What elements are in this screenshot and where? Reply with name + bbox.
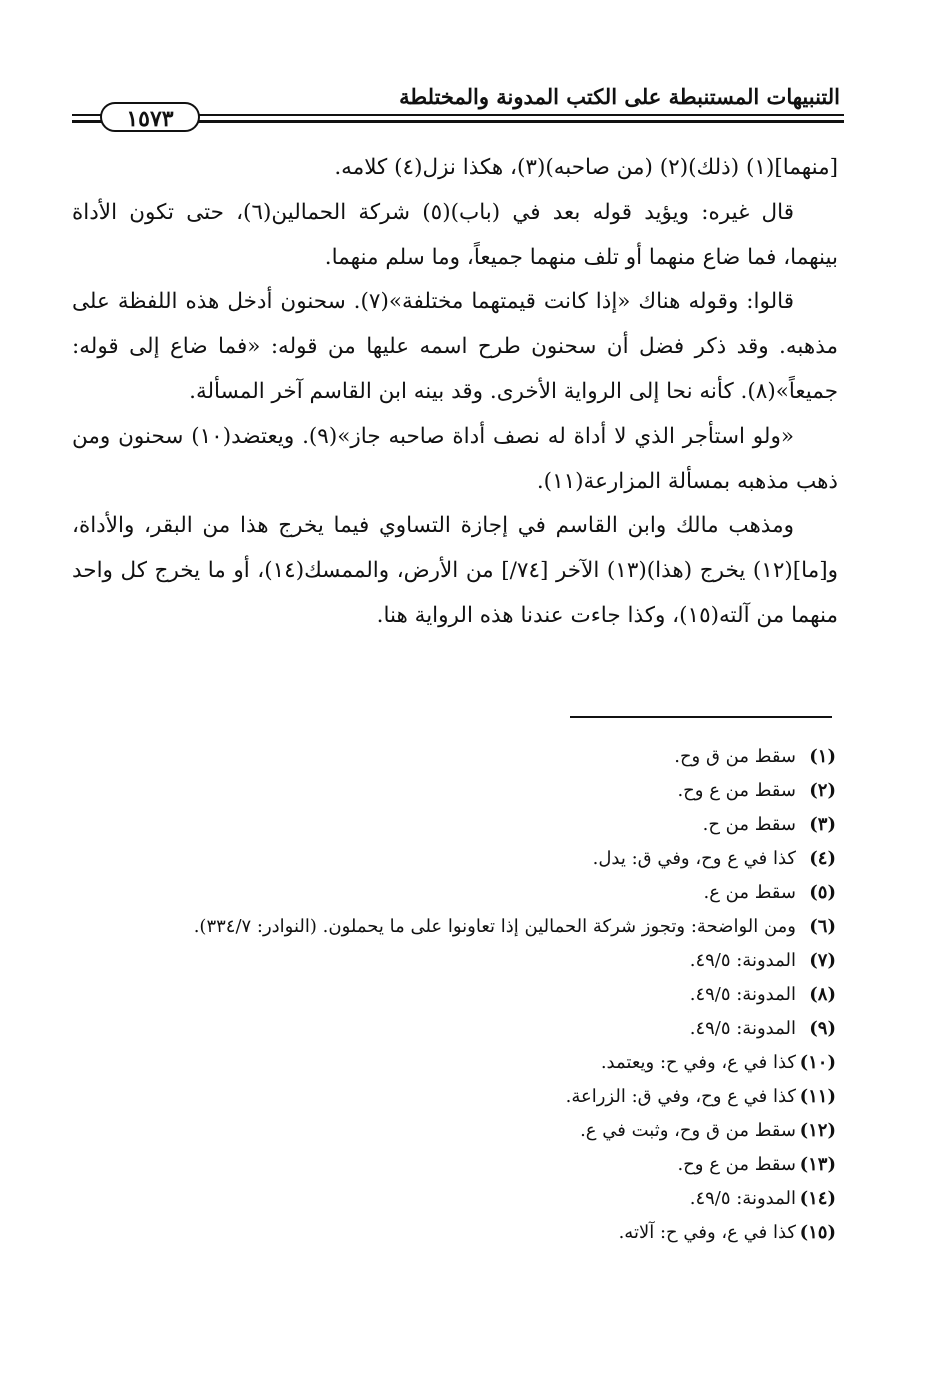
footnote-number: (١٤)	[799, 1188, 836, 1209]
footnote-number: (٩)	[809, 1018, 836, 1039]
footnote-number: (٥)	[809, 882, 836, 903]
footnote-text: المدونة: ٤٩/٥.	[689, 1018, 796, 1039]
footnote	[66, 1148, 836, 1182]
main-text	[72, 146, 838, 639]
footnote-number: (٦)	[809, 916, 836, 937]
footnote-text: سقط من ح.	[702, 814, 796, 835]
footnote-text: ومن الواضحة: وتجوز شركة الحمالين إذا تعاونوا على ما يحملون. (النوادر: ٣٣٤/٧).	[193, 916, 796, 937]
footnote-text: كذا في ع وح، وفي ق: يدل.	[592, 848, 796, 869]
footnote-text: المدونة: ٤٩/٥.	[689, 1188, 796, 1209]
footnote	[66, 944, 836, 978]
footnote-text: سقط من ق وح، وثبت في ع.	[580, 1120, 796, 1141]
footnote-text: المدونة: ٤٩/٥.	[689, 950, 796, 971]
footnote-number: (١٣)	[799, 1154, 836, 1175]
footnote-text: كذا في ع، وفي ح: ويعتمد.	[600, 1052, 796, 1073]
footnote	[66, 1182, 836, 1216]
footnote-text: المدونة: ٤٩/٥.	[689, 984, 796, 1005]
footnote	[66, 1012, 836, 1046]
paragraph: [منهما](١) (ذلك)(٢) (من صاحبه)(٣)، هكذا نزل(٤) كلامه.	[334, 155, 838, 180]
footnote	[66, 978, 836, 1012]
footnote-number: (١٠)	[799, 1052, 836, 1073]
paragraph: قال غيره: ويؤيد قوله بعد في (باب)(٥) شركة الحمالين(٦)، حتى تكون الأداة بينهما، فما ضاع منهما أو تلف منهما جميعاً، وما سلم منهما.	[72, 199, 838, 270]
footnote-number: (١١)	[799, 1086, 836, 1107]
footnote	[66, 774, 836, 808]
footnote-number: (١٥)	[799, 1222, 836, 1243]
footnote-text: سقط من ع وح.	[677, 1154, 796, 1175]
footnote-number: (٨)	[809, 984, 836, 1005]
footnote-text: سقط من ق وح.	[674, 746, 796, 767]
page-number: ١٥٧٣	[100, 102, 200, 132]
footnote-number: (٣)	[809, 814, 836, 835]
footnote	[66, 876, 836, 910]
footnote-text: كذا في ع، وفي ح: آلاته.	[618, 1222, 796, 1243]
footnote	[66, 1080, 836, 1114]
footnote	[66, 1216, 836, 1250]
footnote	[66, 1114, 836, 1148]
footnote	[66, 740, 836, 774]
footnote-number: (٧)	[809, 950, 836, 971]
footnote-number: (١٢)	[799, 1120, 836, 1141]
footnote-number: (٤)	[809, 848, 836, 869]
footnote-text: كذا في ع وح، وفي ق: الزراعة.	[565, 1086, 796, 1107]
running-title: التنبيهات المستنبطة على الكتب المدونة والمختلطة	[399, 84, 840, 109]
footnote-separator	[570, 716, 832, 718]
footnote	[66, 842, 836, 876]
footnote-number: (٢)	[809, 780, 836, 801]
footnote-text: سقط من ع وح.	[677, 780, 796, 801]
paragraph: ومذهب مالك وابن القاسم في إجازة التساوي فيما يخرج هذا من البقر، والأداة، و[ما](١٢) يخرج (هذا)(١٣) الآخر [٧٤/] من الأرض، والممسك(١٤)، أو ما يخرج كل واحد منهما من آلته(١٥)، وكذا جاءت عندنا هذه الرواية هنا.	[72, 513, 838, 628]
paragraph: قالوا: وقوله هناك «إذا كانت قيمتهما مختلفة»(٧). سحنون أدخل هذه اللفظة على مذهبه. وقد ذكر فضل أن سحنون طرح اسمه عليها من قوله: «فما ضاع إلى قوله: جميعاً»(٨). كأنه نحا إلى الرواية الأخرى. وقد بينه ابن القاسم آخر المسألة.	[72, 289, 838, 404]
footnote	[66, 1046, 836, 1080]
footnote	[66, 808, 836, 842]
paragraph: «ولو استأجر الذي لا أداة له نصف أداة صاحبه جاز»(٩). ويعتضد(١٠) سحنون ومن ذهب مذهبه بمسألة المزارعة(١١).	[72, 423, 838, 494]
page-header	[72, 84, 844, 132]
footnote	[66, 910, 836, 944]
footnote-number: (١)	[809, 746, 836, 767]
footnote-text: سقط من ع.	[703, 882, 796, 903]
footnotes	[66, 740, 836, 1250]
